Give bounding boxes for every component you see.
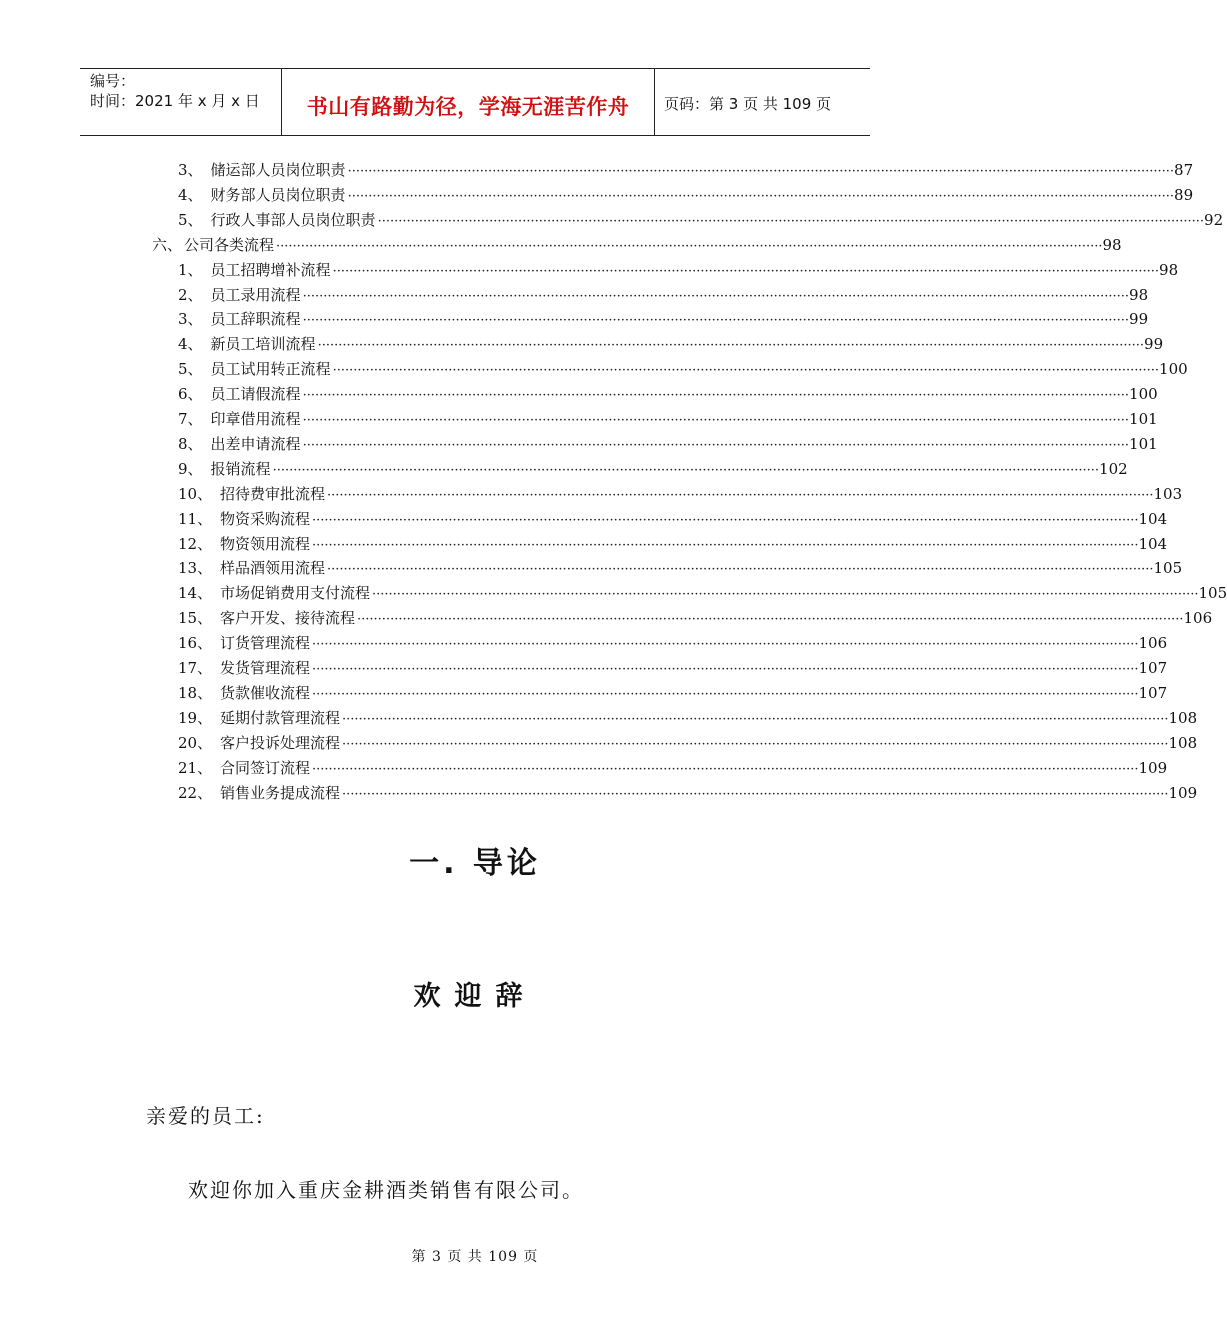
- toc-entry-number: 14、: [178, 584, 213, 603]
- toc-entry-title: 员工试用转正流程: [210, 360, 331, 379]
- toc-entry-title: 行政人事部人员岗位职责: [210, 210, 376, 229]
- toc-entry-number: 7、: [178, 410, 203, 428]
- toc-leader-dots: ········································································································································································································: [342, 711, 1169, 727]
- toc-leader-dots: ········································································································································································································: [302, 388, 1130, 404]
- toc-entry[interactable]: [178, 258, 1179, 283]
- toc-entry[interactable]: [178, 731, 1198, 756]
- toc-entry-page: 100: [1129, 385, 1158, 404]
- toc-entry[interactable]: [178, 606, 1213, 631]
- toc-entry[interactable]: [178, 656, 1168, 681]
- toc-entry[interactable]: [178, 382, 1158, 407]
- toc-entry-number: 5、: [178, 210, 203, 229]
- toc-entry-number: 8、: [178, 434, 203, 453]
- toc-leader-dots: ········································································································································································································: [312, 686, 1139, 702]
- toc-entry[interactable]: [178, 507, 1168, 532]
- toc-entry[interactable]: [178, 158, 1194, 183]
- toc-entry-page: 99: [1144, 335, 1164, 354]
- toc-leader-dots: ········································································································································································································: [327, 487, 1154, 503]
- toc-entry-title: 货款催收流程: [220, 683, 311, 702]
- toc-entry[interactable]: [178, 556, 1183, 581]
- toc-entry[interactable]: [178, 631, 1168, 656]
- toc-leader-dots: ········································································································································································································: [347, 188, 1175, 204]
- toc-entry-title: 财务部人员岗位职责: [210, 185, 346, 204]
- toc-entry-title: 合同签订流程: [220, 758, 311, 777]
- document-header: [80, 68, 870, 136]
- toc-entry[interactable]: [178, 756, 1168, 781]
- toc-entry-page: 101: [1129, 434, 1158, 453]
- toc-entry-number: 4、: [178, 335, 203, 354]
- toc-entry-number: 3、: [178, 161, 203, 179]
- toc-entry-page: 104: [1138, 534, 1168, 553]
- toc-entry-number: 17、: [178, 659, 213, 677]
- toc-entry-title: 印章借用流程: [210, 410, 301, 428]
- toc-entry[interactable]: [178, 432, 1158, 457]
- toc-entry[interactable]: [152, 233, 1122, 258]
- toc-entry-title: 客户开发、接待流程: [220, 609, 356, 628]
- toc-entry-page: 103: [1153, 484, 1183, 503]
- toc-entry[interactable]: [178, 283, 1149, 308]
- toc-entry[interactable]: [178, 457, 1128, 482]
- toc-entry-page: 98: [1129, 285, 1149, 304]
- toc-entry-page: 109: [1138, 758, 1168, 777]
- toc-entry-page: 105: [1153, 559, 1183, 578]
- toc-leader-dots: ········································································································································································································: [302, 288, 1130, 304]
- code-label: 编号：: [90, 72, 136, 90]
- toc-entry-title: 报销流程: [210, 459, 271, 478]
- toc-entry-page: 108: [1168, 733, 1198, 752]
- toc-entry-title: 物资采购流程: [220, 509, 311, 528]
- toc-entry-page: 100: [1159, 360, 1188, 379]
- toc-leader-dots: ········································································································································································································: [327, 562, 1154, 578]
- toc-entry-number: 15、: [178, 609, 213, 628]
- toc-entry-number: 16、: [178, 634, 213, 653]
- toc-entry-title: 员工请假流程: [210, 385, 301, 404]
- toc-entry[interactable]: [178, 357, 1188, 382]
- toc-entry-title: 公司各类流程: [184, 235, 275, 254]
- toc-leader-dots: ········································································································································································································: [332, 363, 1160, 379]
- toc-entry-title: 新员工培训流程: [210, 335, 316, 354]
- toc-entry-title: 发货管理流程: [220, 659, 311, 677]
- toc-leader-dots: ········································································································································································································: [372, 587, 1199, 603]
- header-motto: 书山有路勤为径，学海无涯苦作舟: [306, 95, 630, 119]
- toc-entry-number: 4、: [178, 185, 203, 204]
- toc-entry-page: 101: [1129, 410, 1158, 428]
- toc-leader-dots: ········································································································································································································: [332, 263, 1160, 279]
- toc-leader-dots: ········································································································································································································: [342, 736, 1169, 752]
- toc-leader-dots: ········································································································································································································: [272, 462, 1100, 478]
- toc-leader-dots: ········································································································································································································: [302, 413, 1130, 428]
- toc-entry-page: 109: [1168, 783, 1198, 802]
- toc-leader-dots: ········································································································································································································: [312, 512, 1139, 528]
- toc-leader-dots: ········································································································································································································: [317, 338, 1145, 354]
- header-meta: [90, 71, 280, 111]
- welcome-paragraph: 欢迎你加入重庆金耕酒类销售有限公司。: [188, 1178, 584, 1202]
- toc-entry-number: 5、: [178, 360, 203, 379]
- toc-entry-number: 11、: [178, 509, 213, 528]
- toc-leader-dots: ········································································································································································································: [276, 238, 1103, 254]
- toc-entry-page: 89: [1174, 185, 1194, 204]
- toc-entry[interactable]: [178, 681, 1168, 706]
- toc-leader-dots: ········································································································································································································: [342, 786, 1169, 802]
- toc-entry[interactable]: [178, 183, 1194, 208]
- toc-entry-number: 10、: [178, 484, 213, 503]
- header-divider: [654, 69, 655, 135]
- toc-entry-title: 订货管理流程: [220, 634, 311, 653]
- toc-entry[interactable]: [178, 208, 1224, 233]
- toc-entry-page: 108: [1168, 708, 1198, 727]
- toc-entry-title: 员工辞职流程: [210, 310, 301, 329]
- toc-entry-number: 6、: [178, 385, 203, 404]
- toc-entry-page: 98: [1159, 260, 1179, 279]
- toc-entry-title: 样品酒领用流程: [220, 559, 326, 578]
- toc-entry[interactable]: [178, 332, 1164, 357]
- toc-leader-dots: ········································································································································································································: [357, 612, 1184, 628]
- toc-entry[interactable]: [178, 482, 1183, 507]
- header-page-info: 页码：第 3 页 共 109 页: [664, 95, 832, 113]
- toc-entry[interactable]: [178, 581, 1227, 606]
- toc-entry-number: 18、: [178, 683, 213, 702]
- toc-entry-title: 延期付款管理流程: [220, 708, 341, 727]
- toc-entry-title: 物资领用流程: [220, 534, 311, 553]
- toc-entry-page: 98: [1102, 235, 1122, 254]
- welcome-title: 欢迎辞: [413, 981, 537, 1012]
- toc-leader-dots: ········································································································································································································: [312, 537, 1139, 553]
- toc-leader-dots: ········································································································································································································: [347, 164, 1175, 179]
- toc-entry[interactable]: [178, 706, 1198, 731]
- toc-leader-dots: ········································································································································································································: [312, 662, 1139, 677]
- toc-entry[interactable]: [178, 407, 1158, 432]
- toc-entry-number: 9、: [178, 459, 203, 478]
- toc-entry-page: 106: [1183, 609, 1213, 628]
- toc-leader-dots: ········································································································································································································: [377, 213, 1205, 229]
- toc-leader-dots: ········································································································································································································: [302, 313, 1130, 329]
- page-footer: 第 3 页 共 109 页: [411, 1249, 539, 1265]
- toc-entry-page: 99: [1129, 310, 1149, 329]
- toc-entry-page: 106: [1138, 634, 1168, 653]
- toc-entry-number: 22、: [178, 783, 213, 802]
- toc-leader-dots: ········································································································································································································: [302, 437, 1130, 453]
- salutation: 亲爱的员工:: [146, 1104, 265, 1128]
- toc-leader-dots: ········································································································································································································: [312, 637, 1139, 653]
- toc-entry-number: 2、: [178, 285, 203, 304]
- toc-entry-title: 市场促销费用支付流程: [220, 584, 371, 603]
- time-label: 时间：2021 年 x 月 x 日: [90, 92, 260, 110]
- toc-entry[interactable]: [178, 532, 1168, 557]
- toc-entry-number: 20、: [178, 733, 213, 752]
- chapter-title: 一. 导论: [409, 846, 541, 881]
- toc-entry-number: 1、: [178, 260, 203, 279]
- toc-entry-title: 销售业务提成流程: [220, 783, 341, 802]
- toc-entry-title: 储运部人员岗位职责: [210, 161, 346, 179]
- toc-entry[interactable]: [178, 781, 1198, 806]
- toc-entry-title: 员工招聘增补流程: [210, 260, 331, 279]
- toc-entry-title: 员工录用流程: [210, 285, 301, 304]
- toc-entry-number: 19、: [178, 708, 213, 727]
- toc-entry-page: 87: [1174, 161, 1194, 179]
- toc-entry-title: 出差申请流程: [210, 434, 301, 453]
- toc-entry-page: 107: [1138, 683, 1168, 702]
- toc-entry[interactable]: [178, 307, 1149, 332]
- toc-entry-page: 92: [1204, 210, 1224, 229]
- toc-entry-page: 104: [1138, 509, 1168, 528]
- toc-entry-page: 107: [1138, 659, 1168, 677]
- toc-entry-number: 六、: [152, 235, 183, 254]
- toc-entry-page: 102: [1099, 459, 1128, 478]
- toc-leader-dots: ········································································································································································································: [312, 761, 1139, 777]
- toc-entry-title: 客户投诉处理流程: [220, 733, 341, 752]
- toc-entry-title: 招待费审批流程: [220, 484, 326, 503]
- toc-entry-page: 105: [1198, 584, 1227, 603]
- toc-entry-number: 13、: [178, 559, 213, 578]
- toc-entry-number: 12、: [178, 534, 213, 553]
- toc-entry-number: 21、: [178, 758, 213, 777]
- toc-entry-number: 3、: [178, 310, 203, 329]
